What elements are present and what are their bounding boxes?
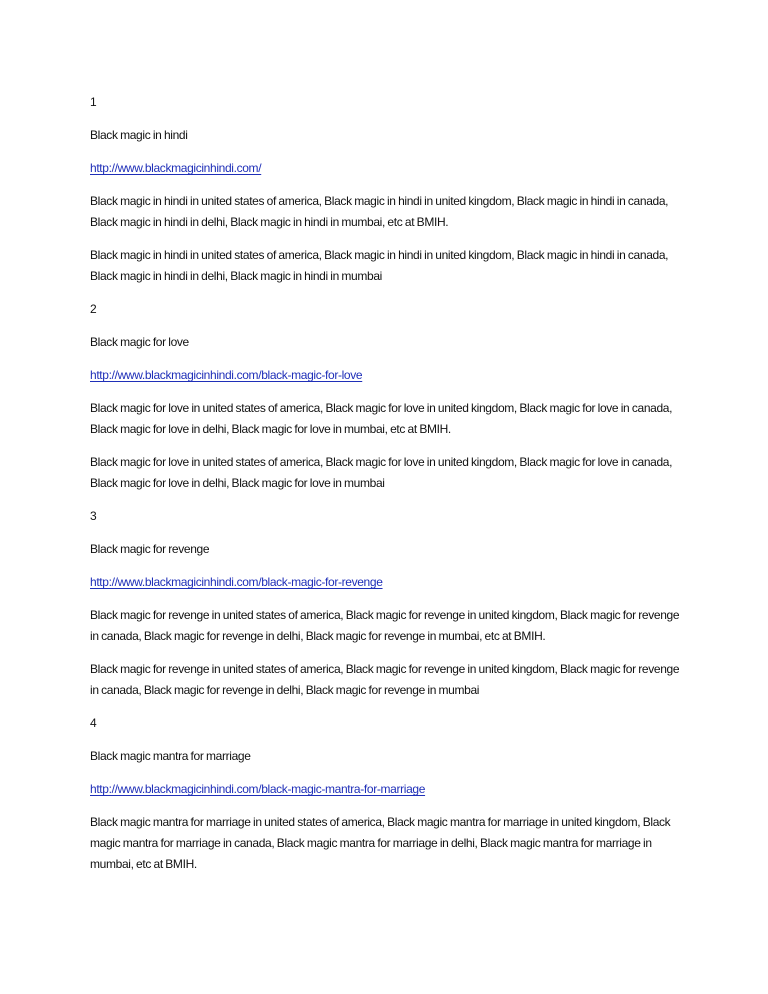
section-paragraph: Black magic for revenge in united states of america, Black magic for revenge in united kingdom, Black magic for revenge in canada, Black magic for revenge in delhi, Black magic for revenge in mumbai, etc at BMIH. [90,608,680,643]
section-paragraph: Black magic in hindi in united states of america, Black magic in hindi in united kingdom, Black magic in hindi in canada, Black magic in hindi in delhi, Black magic in hindi in mumbai [90,248,669,283]
section-link-line [90,158,685,179]
section-link[interactable]: http://www.blackmagicinhindi.com/black-magic-mantra-for-marriage [90,782,426,796]
section-number: 2 [90,302,97,316]
section-paragraph: Black magic for revenge in united states of america, Black magic for revenge in united kingdom, Black magic for revenge in canada, Black magic for revenge in delhi, Black magic for revenge in mumbai [90,662,680,697]
document-body [90,92,685,887]
section-link[interactable]: http://www.blackmagicinhindi.com/black-magic-for-revenge [90,575,383,589]
section-link[interactable]: http://www.blackmagicinhindi.com/black-magic-for-love [90,368,363,382]
section-number: 4 [90,716,97,730]
section-number: 1 [90,95,97,109]
section-title: Black magic for revenge [90,542,210,556]
section-paragraph: Black magic for love in united states of america, Black magic for love in united kingdom, Black magic for love in canada, Black magic for love in delhi, Black magic for love in mumbai, etc at BMIH. [90,401,673,436]
section-title: Black magic mantra for marriage [90,749,251,763]
section-link-line [90,779,685,800]
section-paragraph: Black magic in hindi in united states of america, Black magic in hindi in united kingdom, Black magic in hindi in canada, Black magic in hindi in delhi, Black magic in hindi in mumbai, etc at BMIH. [90,194,669,229]
section-paragraph: Black magic mantra for marriage in united states of america, Black magic mantra for marriage in united kingdom, Black magic mantra for marriage in canada, Black magic mantra for marriage in delhi, Black magic mantra for marriage in mumbai, etc at BMIH. [90,815,671,871]
section-link-line [90,572,685,593]
section-paragraph: Black magic for love in united states of america, Black magic for love in united kingdom, Black magic for love in canada, Black magic for love in delhi, Black magic for love in mumbai [90,455,673,490]
section-number: 3 [90,509,97,523]
section-link[interactable]: http://www.blackmagicinhindi.com/ [90,161,262,175]
section-title: Black magic for love [90,335,189,349]
section-title: Black magic in hindi [90,128,188,142]
section-link-line [90,365,685,386]
